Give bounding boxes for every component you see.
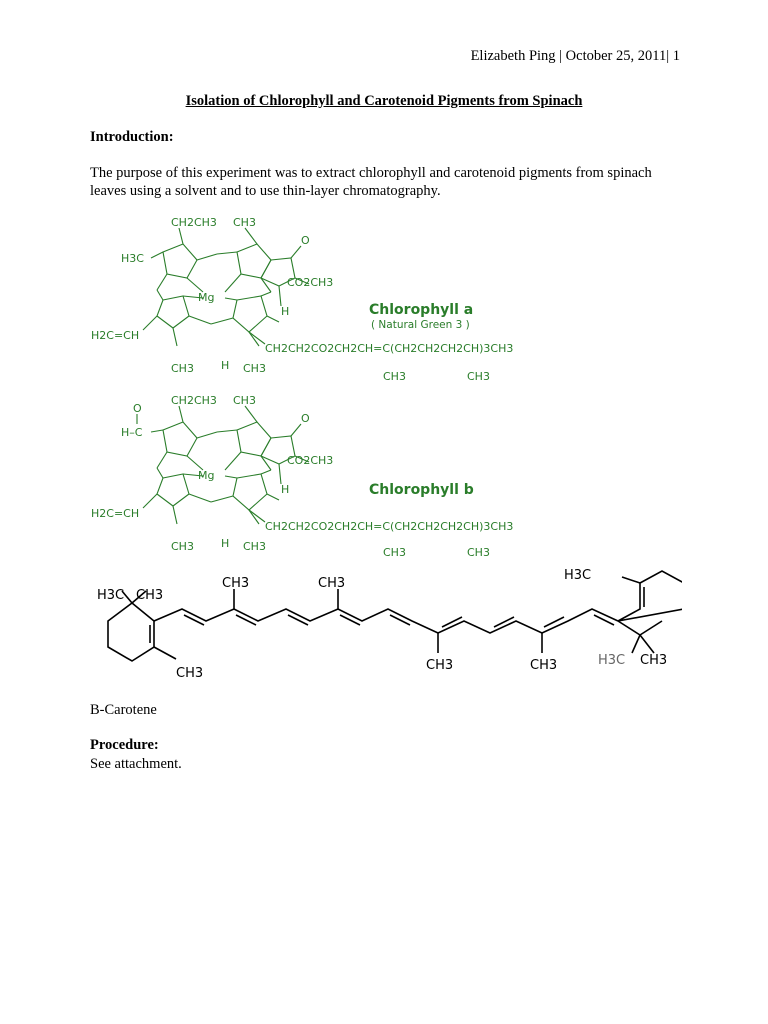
chlorophyll-b-bottom-ch3: CH3 <box>171 540 194 553</box>
introduction-paragraph <box>90 164 690 200</box>
chlorophyll-a-top-group-1: CH2CH3 <box>171 216 217 229</box>
b-carotene-skeleton <box>108 571 682 661</box>
b-carotene-right-gem-2: CH3 <box>640 653 668 668</box>
procedure-text: See attachment. <box>90 756 182 772</box>
chlorophyll-b-metal: Mg <box>198 469 215 482</box>
chlorophyll-b-aldehyde: H–C <box>121 426 143 439</box>
chlorophyll-a-chain-ch3-2: CH3 <box>467 370 490 383</box>
chlorophyll-b-chain-ch3-1: CH3 <box>383 546 406 559</box>
document-title: Isolation of Chlorophyll and Carotenoid Pigments from Spinach <box>185 93 583 109</box>
chlorophyll-b-left-bottom: H2C=CH <box>91 507 140 520</box>
chlorophyll-b-ketone: O <box>301 412 310 425</box>
chlorophyll-a-structure <box>85 212 525 387</box>
b-carotene-structure <box>92 563 682 683</box>
chlorophyll-a-chain-ch3-1: CH3 <box>383 370 406 383</box>
chlorophyll-b-top-group-1: CH2CH3 <box>171 394 217 407</box>
introduction-line-2: leaves using a solvent and to use thin-layer chromatography. <box>90 183 441 199</box>
chlorophyll-a-name: Chlorophyll a <box>369 302 474 318</box>
chlorophyll-a-left-top: H3C <box>121 252 144 265</box>
procedure-heading: Procedure: <box>90 737 159 753</box>
chlorophyll-a-phytyl-chain: CH2CH2CO2CH2CH=C(CH2CH2CH2CH)3CH3 <box>265 342 514 355</box>
chlorophyll-b-phytyl-chain: CH2CH2CO2CH2CH=C(CH2CH2CH2CH)3CH3 <box>265 520 514 533</box>
introduction-line-1: The purpose of this experiment was to extract chlorophyll and carotenoid pigments from spinach <box>90 165 652 181</box>
b-carotene-up-ch3-1: CH3 <box>222 576 250 591</box>
chlorophyll-b-chain-ch3-2: CH3 <box>467 546 490 559</box>
chlorophyll-b-h-bottom: H <box>221 537 230 550</box>
chlorophyll-a-h-right: H <box>281 305 290 318</box>
chlorophyll-b-structure <box>85 390 525 565</box>
b-carotene-right-gem-1: H3C <box>598 653 626 668</box>
chlorophyll-a-left-bottom: H2C=CH <box>91 329 140 342</box>
chlorophyll-b-ester: CO2CH3 <box>287 454 334 467</box>
b-carotene-down-ch3-1: CH3 <box>426 658 454 673</box>
chlorophyll-a-subname: ( Natural Green 3 ) <box>371 319 470 331</box>
page-header: Elizabeth Ping | October 25, 2011| 1 <box>470 48 680 64</box>
chlorophyll-b-aldehyde-o: O <box>133 402 142 415</box>
introduction-heading: Introduction: <box>90 129 174 145</box>
chlorophyll-a-ester: CO2CH3 <box>287 276 334 289</box>
b-carotene-right-top: H3C <box>564 568 592 583</box>
b-carotene-left-gem-1: H3C <box>97 588 125 603</box>
chlorophyll-a-bottom-ch3: CH3 <box>171 362 194 375</box>
b-carotene-down-ch3-2: CH3 <box>530 658 558 673</box>
chlorophyll-b-bottom-ch3-2: CH3 <box>243 540 266 553</box>
chlorophyll-b-name: Chlorophyll b <box>369 482 474 498</box>
b-carotene-left-ring-ch3: CH3 <box>176 666 204 681</box>
chlorophyll-a-h-bottom: H <box>221 359 230 372</box>
chlorophyll-b-h-right: H <box>281 483 290 496</box>
chlorophyll-b-top-group-2: CH3 <box>233 394 256 407</box>
chlorophyll-b-skeleton <box>137 406 309 524</box>
b-carotene-label: B-Carotene <box>90 702 157 718</box>
b-carotene-up-ch3-2: CH3 <box>318 576 346 591</box>
chlorophyll-a-skeleton <box>143 228 309 346</box>
chlorophyll-a-bottom-ch3-2: CH3 <box>243 362 266 375</box>
b-carotene-left-gem-2: CH3 <box>136 588 164 603</box>
chlorophyll-a-top-group-2: CH3 <box>233 216 256 229</box>
chlorophyll-a-ketone: O <box>301 234 310 247</box>
chlorophyll-a-metal: Mg <box>198 291 215 304</box>
